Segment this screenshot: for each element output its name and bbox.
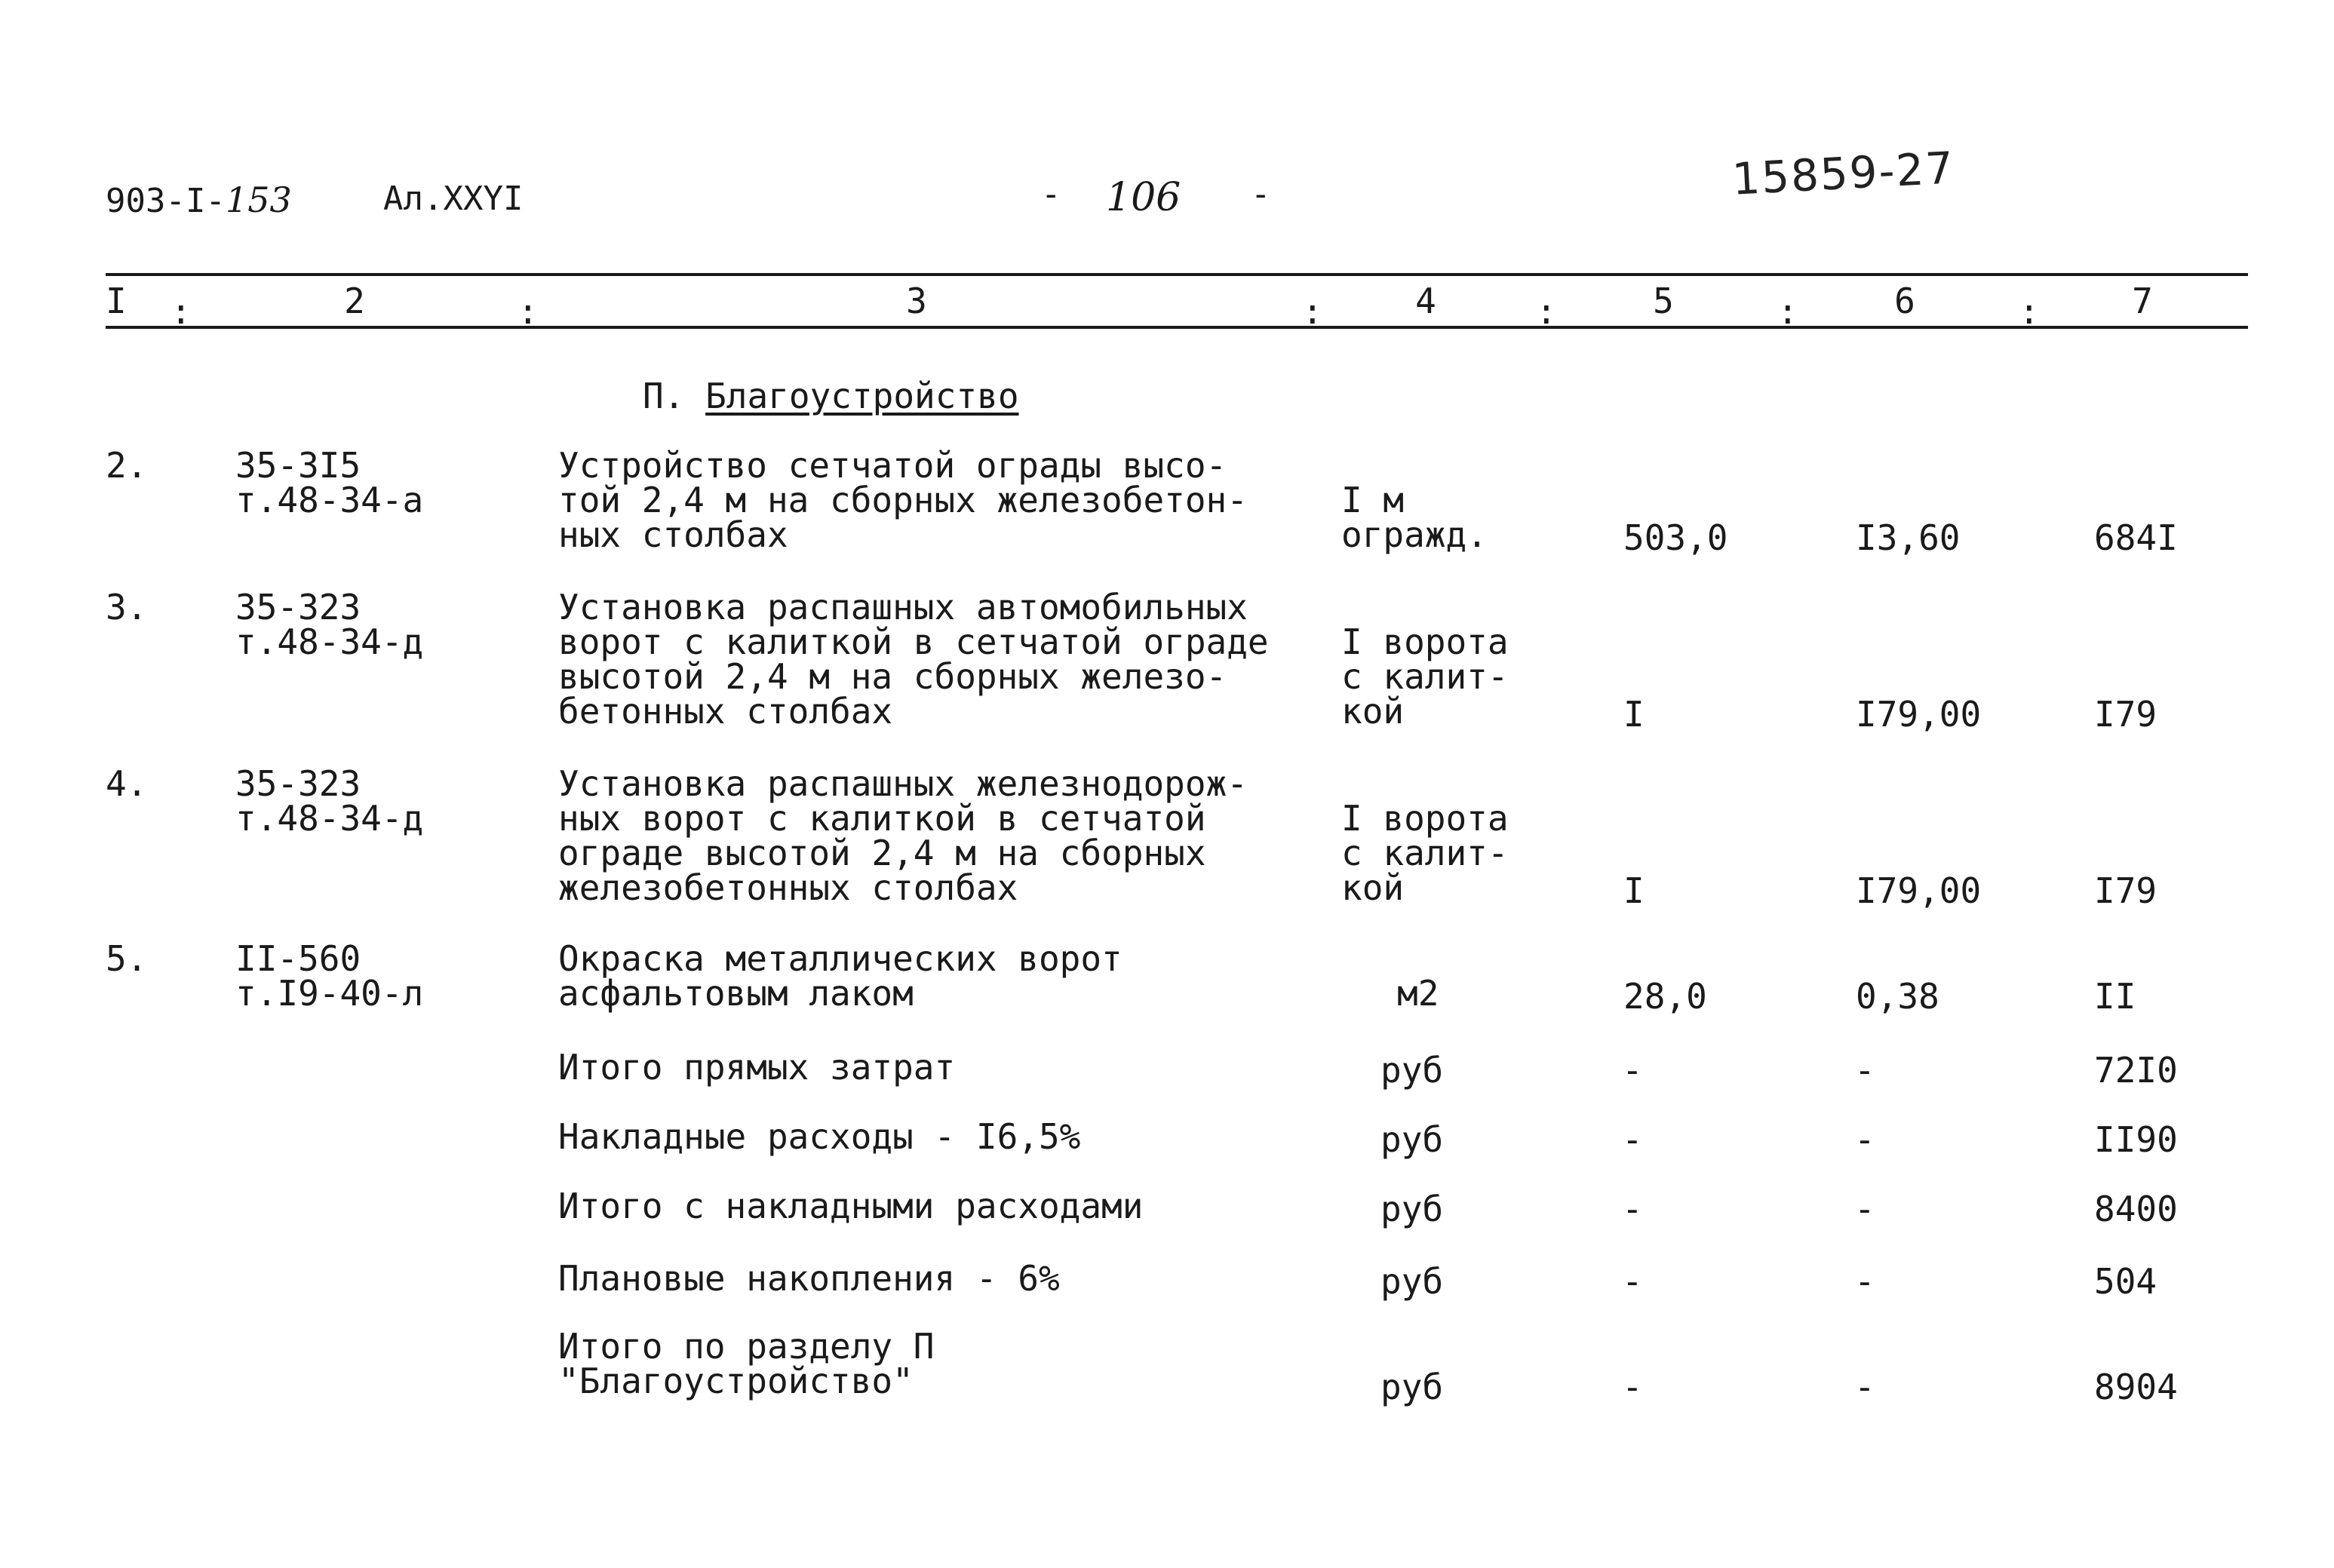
unit-line: с калит-: [1341, 833, 1509, 873]
work-description-line: Установка распашных автомобильных: [558, 587, 1248, 628]
rate-table-ref: т.48-34-д: [235, 621, 424, 662]
unit-price-value: I79,00: [1856, 694, 1982, 735]
column-number-5: 5: [1653, 281, 1674, 321]
work-description-line: высотой 2,4 м на сборных железо-: [558, 656, 1227, 697]
summary-unit: руб: [1380, 1261, 1444, 1302]
unit-line: I ворота: [1341, 621, 1509, 662]
rate-table-ref: т.48-34-а: [235, 480, 424, 520]
quantity-value: 503,0: [1623, 517, 1728, 558]
unit-line: огражд.: [1341, 514, 1488, 555]
rate-table-ref: т.48-34-д: [235, 798, 424, 839]
column-number-6: 6: [1894, 281, 1915, 321]
row-number: 2.: [106, 445, 148, 486]
summary-quantity-dash: -: [1622, 1119, 1643, 1160]
unit-line: I ворота: [1341, 798, 1509, 839]
column-number-4: 4: [1415, 281, 1436, 321]
summary-label: Плановые накопления - 6%: [558, 1258, 1060, 1299]
rate-code: II-560: [235, 938, 361, 979]
summary-unit: руб: [1380, 1050, 1444, 1091]
section-title: [643, 376, 1019, 416]
work-description-line: ных столбах: [558, 514, 788, 555]
summary-label: "Благоустройство": [558, 1361, 914, 1401]
unit-price-value: I3,60: [1856, 517, 1961, 558]
header-bottom-rule: [106, 326, 2248, 329]
total-cost-value: 684I: [2094, 517, 2178, 558]
work-description-line: Установка распашных железнодорож-: [558, 763, 1248, 804]
total-cost-value: I79: [2094, 870, 2157, 911]
album-label: Ал.XXYI: [383, 180, 524, 218]
column-separator: :: [517, 291, 539, 332]
summary-quantity-dash: -: [1622, 1189, 1643, 1229]
row-number: 3.: [106, 587, 148, 628]
document-code-handwritten: 153: [225, 180, 292, 220]
row-number: 4.: [106, 763, 148, 804]
quantity-value: 28,0: [1623, 976, 1707, 1017]
section-title-label: Благоустройство: [705, 376, 1019, 416]
summary-quantity-dash: -: [1622, 1050, 1643, 1091]
work-description-line: асфальтовым лаком: [558, 973, 914, 1014]
summary-price-dash: -: [1854, 1367, 1875, 1407]
summary-price-dash: -: [1854, 1119, 1875, 1160]
total-cost-value: II: [2094, 976, 2136, 1017]
column-separator: :: [1536, 291, 1557, 332]
document-code: [106, 180, 292, 220]
column-number-2: 2: [344, 281, 365, 321]
summary-label: Итого с накладными расходами: [558, 1186, 1144, 1226]
work-description-line: ограде высотой 2,4 м на сборных: [558, 833, 1206, 873]
unit-line: кой: [1341, 691, 1405, 732]
summary-quantity-dash: -: [1622, 1367, 1643, 1407]
work-description-line: ворот с калиткой в сетчатой ограде: [558, 621, 1269, 662]
summary-quantity-dash: -: [1622, 1261, 1643, 1302]
summary-unit: руб: [1380, 1119, 1444, 1160]
summary-total: 8904: [2094, 1367, 2178, 1407]
column-number-1: I: [106, 281, 127, 321]
column-separator: :: [2019, 291, 2040, 332]
work-description-line: бетонных столбах: [558, 691, 893, 732]
unit-line: м2: [1397, 973, 1439, 1014]
column-separator: :: [1777, 291, 1798, 332]
page-number: 106: [1106, 175, 1181, 220]
rate-code: 35-323: [235, 763, 361, 804]
header-top-rule: [106, 273, 2248, 276]
work-description-line: железобетонных столбах: [558, 867, 1018, 908]
summary-price-dash: -: [1854, 1261, 1875, 1302]
page-dash-right: -: [1251, 175, 1271, 213]
work-description-line: Устройство сетчатой ограды высо-: [558, 445, 1227, 486]
row-number: 5.: [106, 938, 148, 979]
column-number-3: 3: [906, 281, 927, 321]
summary-total: 8400: [2094, 1189, 2178, 1229]
archive-stamp-number: 15859-27: [1731, 142, 1956, 205]
unit-price-value: 0,38: [1856, 976, 1939, 1017]
summary-price-dash: -: [1854, 1189, 1875, 1229]
work-description-line: ных ворот с калиткой в сетчатой: [558, 798, 1206, 839]
summary-label: Итого прямых затрат: [558, 1047, 956, 1088]
summary-label: Накладные расходы - I6,5%: [558, 1116, 1081, 1157]
summary-total: 72I0: [2094, 1050, 2178, 1091]
rate-table-ref: т.I9-40-л: [235, 973, 424, 1014]
work-description-line: той 2,4 м на сборных железобетон-: [558, 480, 1248, 520]
summary-unit: руб: [1380, 1367, 1444, 1407]
unit-line: с калит-: [1341, 656, 1509, 697]
work-description-line: Окраска металлических ворот: [558, 938, 1122, 979]
column-separator: :: [170, 291, 192, 332]
summary-price-dash: -: [1854, 1050, 1875, 1091]
summary-total: 504: [2094, 1261, 2157, 1302]
page-dash-left: -: [1041, 175, 1061, 213]
quantity-value: I: [1623, 870, 1645, 911]
rate-code: 35-323: [235, 587, 361, 628]
document-code-printed: 903-I-: [106, 182, 226, 220]
section-roman-numeral: П.: [643, 376, 685, 416]
summary-label: Итого по разделу П: [558, 1326, 935, 1367]
unit-line: I м: [1341, 480, 1405, 520]
unit-price-value: I79,00: [1856, 870, 1982, 911]
column-number-7: 7: [2132, 281, 2153, 321]
unit-line: кой: [1341, 867, 1405, 908]
column-separator: :: [1302, 291, 1323, 332]
summary-total: II90: [2094, 1119, 2178, 1160]
total-cost-value: I79: [2094, 694, 2157, 735]
quantity-value: I: [1623, 694, 1645, 735]
rate-code: 35-3I5: [235, 445, 361, 486]
summary-unit: руб: [1380, 1189, 1444, 1229]
